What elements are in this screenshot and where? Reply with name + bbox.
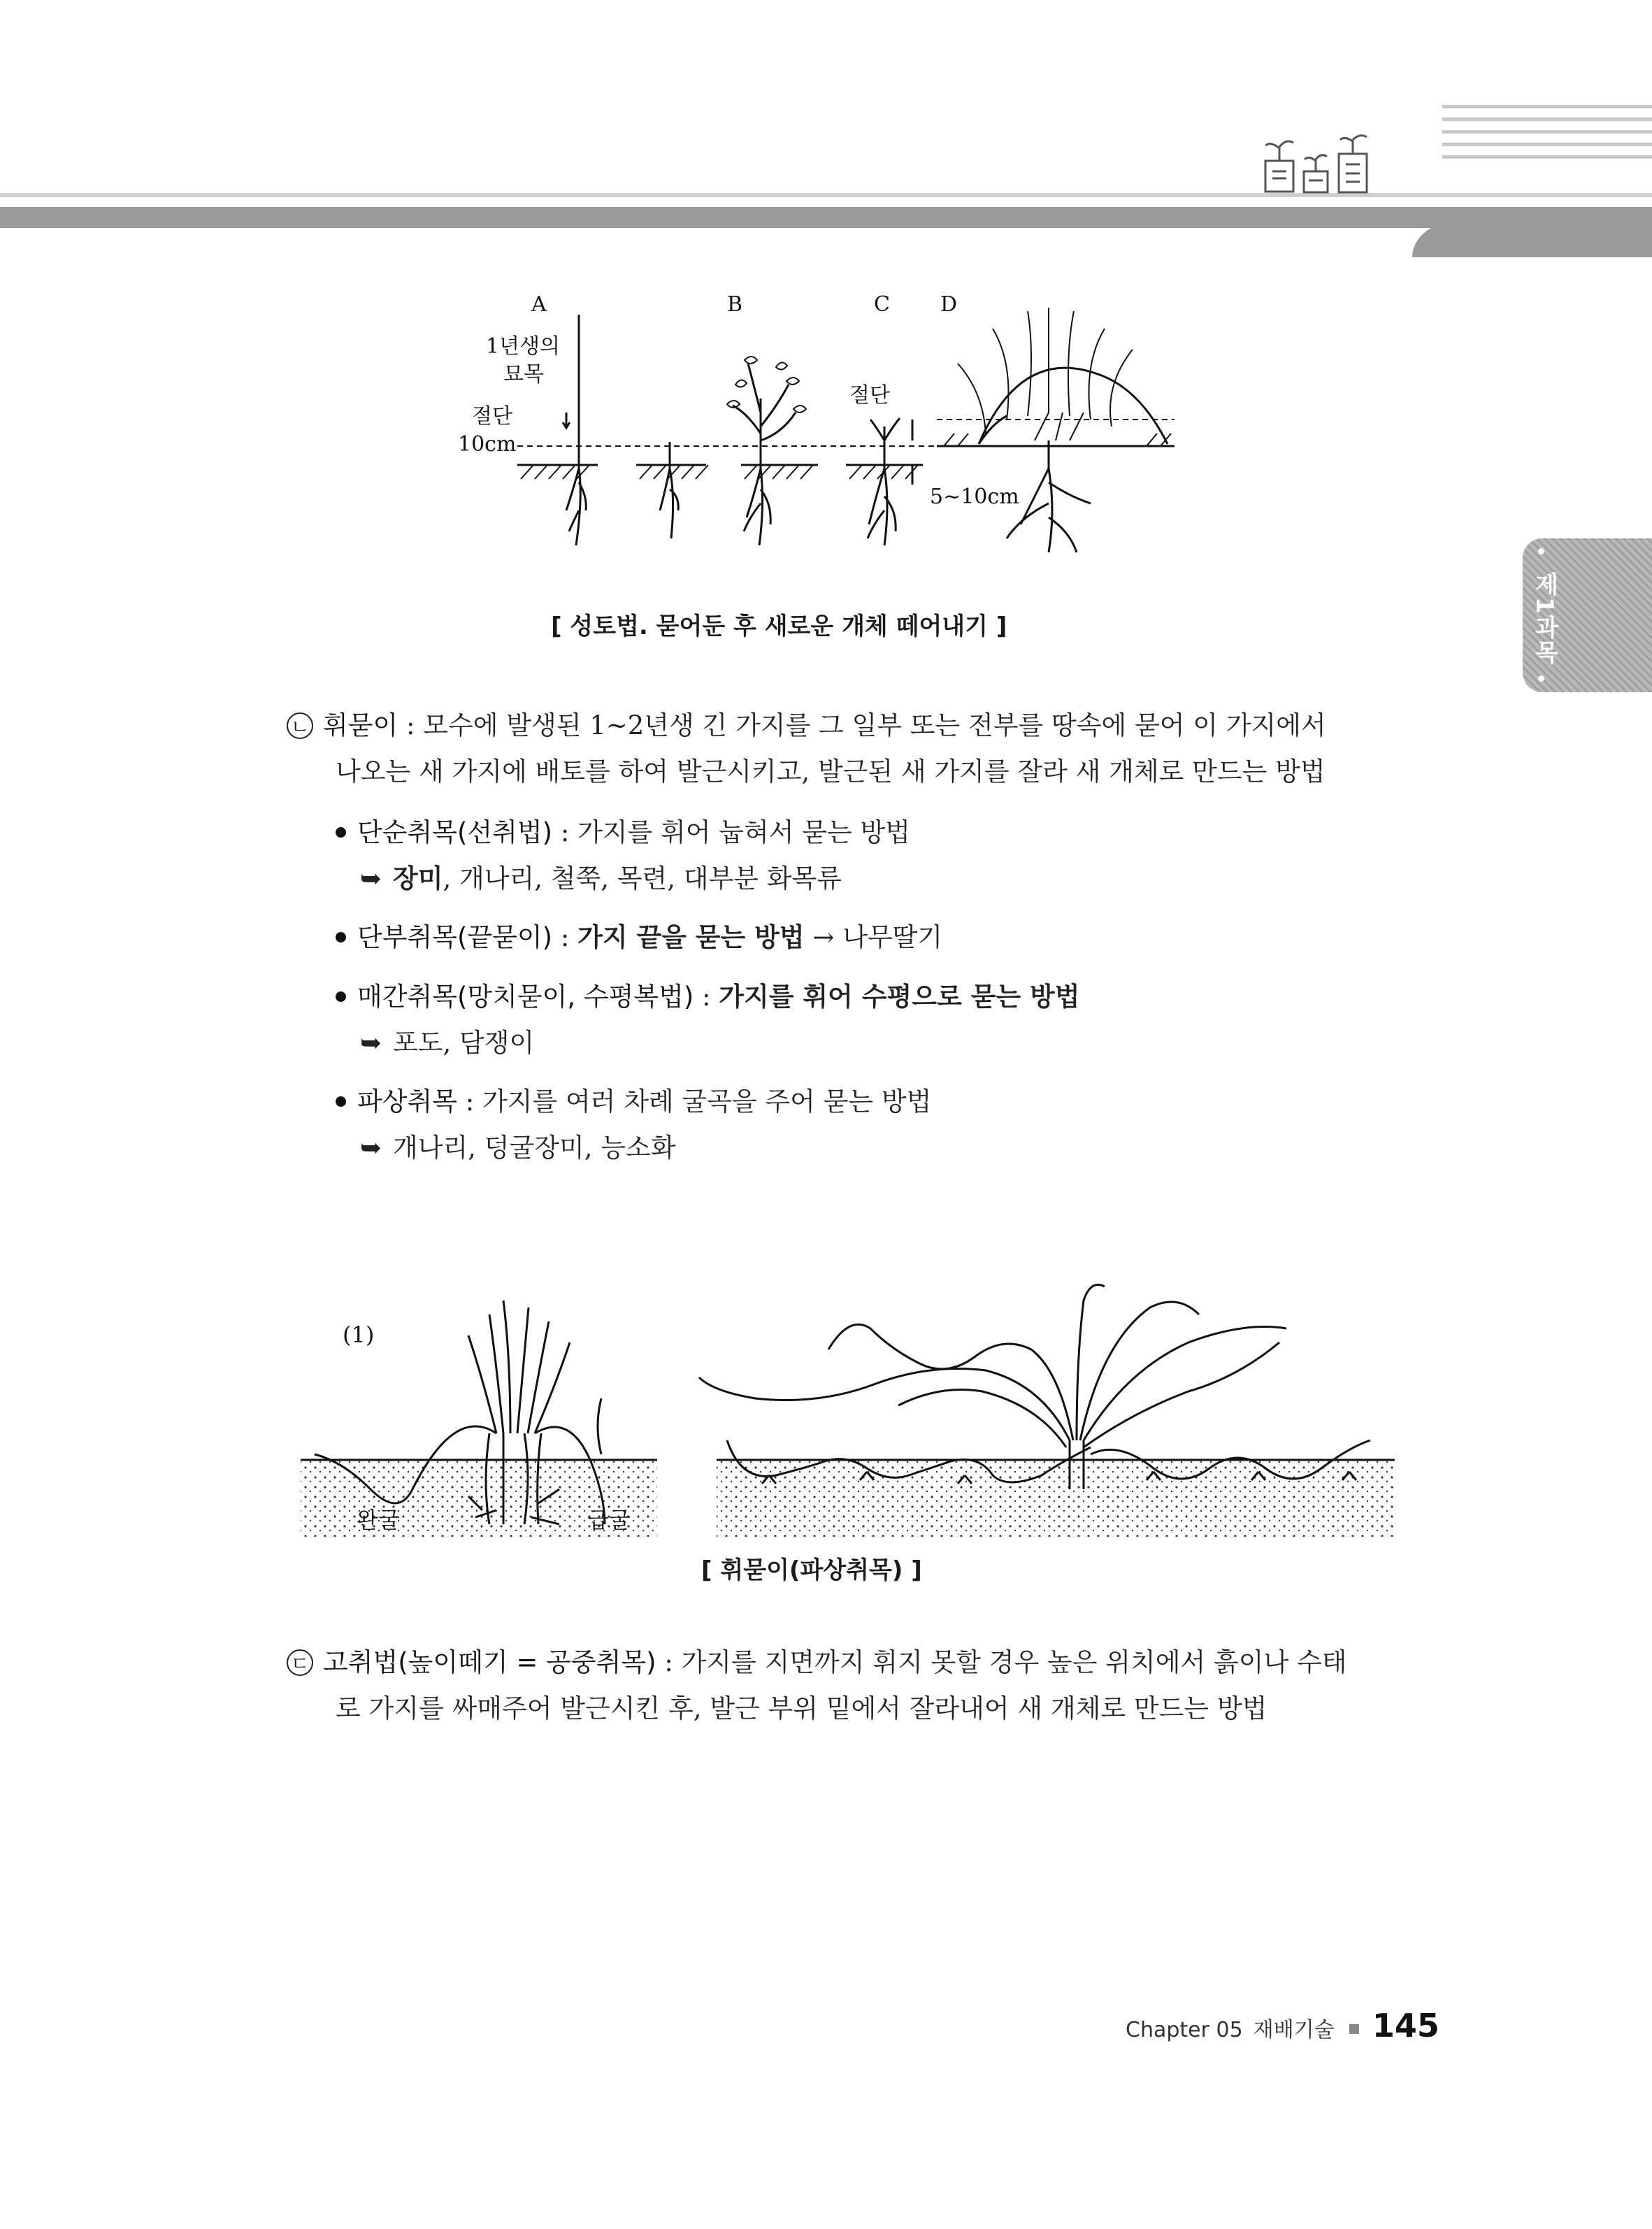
figure1-label-d: D	[940, 294, 958, 317]
figure2-label-geupgul: 급굴	[587, 1507, 631, 1533]
section-b-line1	[287, 703, 1326, 749]
bullet-example: ➥ 포도, 담쟁이	[360, 1028, 535, 1058]
footer-square-icon	[1349, 2024, 1359, 2034]
page-number: 145	[1372, 2007, 1439, 2044]
bullet-example: ➥ 장미, 개나리, 철쭉, 목련, 대부분 화목류	[360, 863, 842, 894]
figure1-label-10cm: 10cm	[458, 432, 517, 457]
section-b-line2: 나오는 새 가지에 배토를 하여 발근시키고, 발근된 새 가지를 잘라 새 개체로 만드는 방법	[336, 757, 1326, 787]
bullet-item: 단순취목(선취법) : 가지를 휘어 눕혀서 묻는 방법	[336, 811, 910, 849]
chapter-side-tab[interactable]	[1523, 538, 1652, 692]
right-arrow-icon: ➥	[360, 863, 382, 894]
figure1-label-seedling-2: 묘목	[503, 362, 544, 387]
bullet-item: 매간취목(망치묻이, 수평복법) : 가지를 휘어 수평으로 묻는 방법	[336, 975, 1079, 1013]
section-b-term: 휘묻이	[323, 710, 398, 740]
section-c-term: 고취법(높이떼기 = 공중취목)	[323, 1647, 656, 1677]
figure1-caption: [ 성토법. 묻어둔 후 새로운 개체 떼어내기 ]	[551, 612, 1007, 640]
bullet-example: ➥ 개나리, 덩굴장미, 능소화	[360, 1133, 676, 1163]
section-c-text1: : 가지를 지면까지 휘지 못할 경우 높은 위치에서 흙이나 수태	[656, 1647, 1347, 1677]
section-b-marker: ㄴ	[287, 712, 313, 739]
bullet-item: 단부취목(끝묻이) : 가지 끝을 묻는 방법 → 나무딸기	[336, 916, 942, 954]
figure-mound-layering	[447, 294, 1188, 573]
right-arrow-icon: ➥	[360, 1133, 382, 1163]
right-arrow-icon: ➥	[360, 1028, 382, 1058]
section-c-line1	[287, 1640, 1346, 1686]
bullet-dot-icon	[336, 1096, 346, 1107]
sprout-pots-icon	[1258, 133, 1384, 196]
figure1-label-a: A	[531, 294, 547, 317]
figure1-label-seedling-1: 1년생의	[486, 334, 561, 359]
section-c-marker: ㄷ	[287, 1649, 313, 1676]
figure1-label-b: B	[727, 294, 743, 317]
bullet-item: 파상취목 : 가지를 여러 차례 굴곡을 주어 묻는 방법	[336, 1080, 931, 1118]
figure1-label-cut2: 절단	[849, 383, 890, 408]
figure1-label-c: C	[874, 294, 890, 317]
figure2-label-1: (1)	[343, 1321, 375, 1348]
bullet-dot-icon	[336, 991, 346, 1002]
figure1-label-cut: 절단	[472, 404, 512, 429]
bullet-dot-icon	[336, 932, 346, 943]
side-tab-label: 제1과목	[1530, 572, 1558, 666]
section-c-line2: 로 가지를 싸매주어 발근시킨 후, 발근 부위 밑에서 잘라내어 새 개체로 만드는 방법	[336, 1693, 1267, 1723]
figure2-label-wangul: 완굴	[357, 1507, 400, 1533]
bullet-dot-icon	[336, 827, 346, 838]
figure1-label-5-10cm: 5~10cm	[930, 485, 1019, 509]
section-b-text1: : 모수에 발생된 1~2년생 긴 가지를 그 일부 또는 전부를 땅속에 묻어 이 가지에서	[398, 710, 1326, 740]
figure-serpentine-layering	[294, 1231, 1398, 1538]
page-footer	[1126, 2007, 1439, 2044]
figure2-caption: [ 휘묻이(파상취목) ]	[701, 1556, 922, 1584]
footer-chapter: Chapter 05	[1126, 2018, 1243, 2042]
footer-title: 재배기술	[1253, 2018, 1335, 2042]
